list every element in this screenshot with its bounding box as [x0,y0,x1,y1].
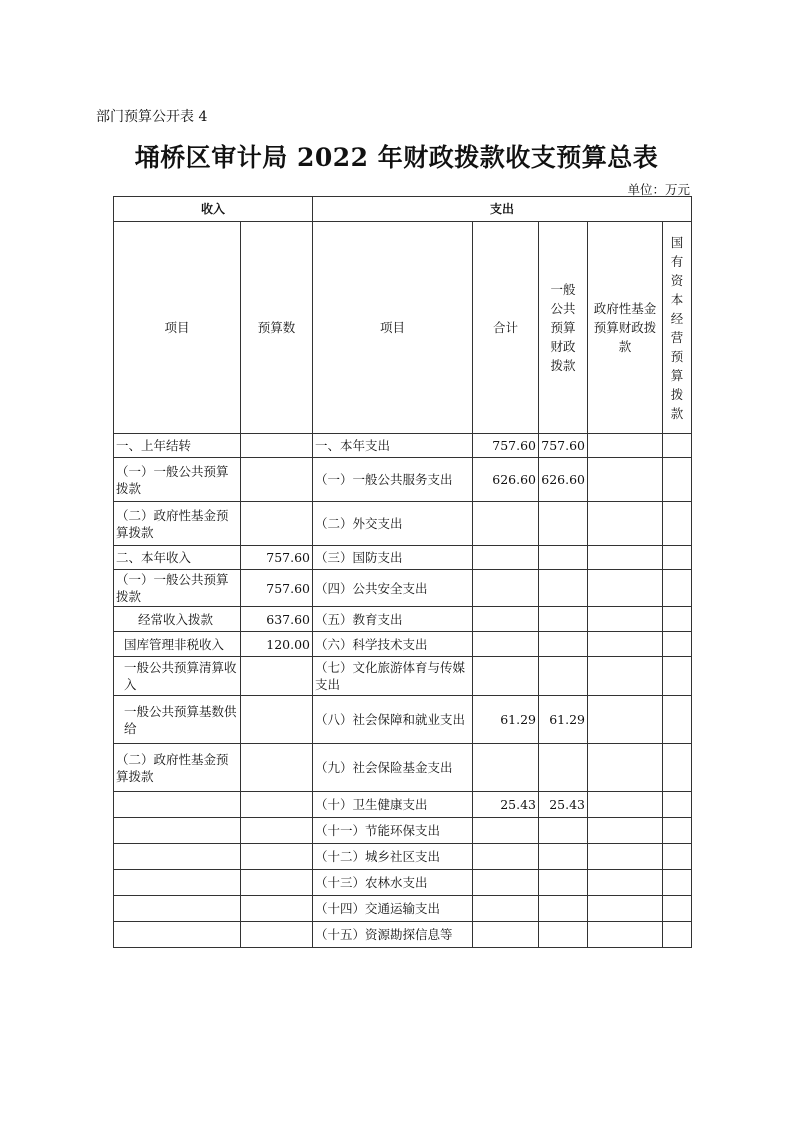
state-capital-cell [663,632,692,657]
table-row [114,632,692,657]
expense-item-cell: 一、本年支出 [313,434,473,458]
income-item-cell: 一般公共预算基数供给 [114,696,241,744]
gov-fund-cell [588,896,663,922]
income-item-cell: 二、本年收入 [114,546,241,570]
state-capital-cell [663,546,692,570]
table-row [114,502,692,546]
income-item-cell [114,870,241,896]
state-capital-cell [663,870,692,896]
income-item-cell: （一）一般公共预算拨款 [114,458,241,502]
income-amount-cell [241,657,313,696]
gov-fund-cell [588,546,663,570]
gov-fund-cell [588,792,663,818]
income-header: 收入 [114,197,313,222]
state-capital-cell [663,922,692,948]
income-amount-cell: 757.60 [241,570,313,607]
expense-item-cell: （九）社会保险基金支出 [313,744,473,792]
income-amount-cell [241,792,313,818]
income-amount-cell [241,458,313,502]
general-public-cell [539,607,588,632]
state-capital-cell [663,502,692,546]
total-cell [473,657,539,696]
total-cell [473,607,539,632]
total-cell: 626.60 [473,458,539,502]
table-row [114,896,692,922]
income-item-cell [114,896,241,922]
state-capital-header [663,222,692,434]
state-capital-cell [663,896,692,922]
general-public-cell [539,922,588,948]
page-title: 埇桥区审计局 2022 年财政拨款收支预算总表 [134,143,659,172]
income-amount-cell [241,434,313,458]
state-capital-cell [663,844,692,870]
budget-table [113,196,692,948]
gov-fund-cell [588,458,663,502]
general-public-cell [539,502,588,546]
expense-item-cell: （一）一般公共服务支出 [313,458,473,502]
gov-fund-cell [588,922,663,948]
gov-fund-cell [588,434,663,458]
total-cell [473,922,539,948]
general-public-header-text: 一般公共预算财政拨款 [550,282,576,373]
general-public-cell [539,744,588,792]
income-item-cell: 经常收入拨款 [114,607,241,632]
income-amount-cell: 757.60 [241,546,313,570]
total-cell [473,818,539,844]
income-item-cell [114,792,241,818]
expense-item-header: 项目 [313,222,473,434]
expense-item-cell: （十五）资源勘探信息等 [313,922,473,948]
expense-item-cell: （十二）城乡社区支出 [313,844,473,870]
total-cell: 25.43 [473,792,539,818]
income-amount-cell [241,870,313,896]
general-public-cell [539,632,588,657]
state-capital-header-text: 国有资本经营预算拨款 [670,234,684,421]
income-amount-cell: 637.60 [241,607,313,632]
table-row [114,570,692,607]
general-public-cell: 626.60 [539,458,588,502]
table-row [114,744,692,792]
state-capital-cell [663,607,692,632]
expense-item-cell: （六）科学技术支出 [313,632,473,657]
state-capital-cell [663,570,692,607]
general-public-cell: 757.60 [539,434,588,458]
gov-fund-header [588,222,663,434]
income-item-cell: 一、上年结转 [114,434,241,458]
income-amount-cell [241,502,313,546]
table-row [114,922,692,948]
total-cell [473,546,539,570]
state-capital-cell [663,744,692,792]
total-cell [473,844,539,870]
gov-fund-cell [588,632,663,657]
expense-item-cell: （二）外交支出 [313,502,473,546]
income-item-cell: （二）政府性基金预 算拨款 [114,744,241,792]
general-public-cell [539,870,588,896]
state-capital-cell [663,696,692,744]
gov-fund-cell [588,657,663,696]
table-row [114,844,692,870]
income-amount-cell [241,844,313,870]
gov-fund-cell [588,744,663,792]
expense-header: 支出 [313,197,692,222]
gov-fund-cell [588,570,663,607]
total-cell: 61.29 [473,696,539,744]
section-header-row [114,197,692,222]
gov-fund-cell [588,696,663,744]
income-amount-cell [241,922,313,948]
income-item-header: 项目 [114,222,241,434]
general-public-cell: 61.29 [539,696,588,744]
gov-fund-header-text: 政府性基金预算财政拨款 [593,301,657,354]
table-row [114,607,692,632]
general-public-header [539,222,588,434]
expense-item-cell: （八）社会保障和就业支出 [313,696,473,744]
table-row [114,696,692,744]
table-row [114,434,692,458]
table-row [114,657,692,696]
general-public-cell: 25.43 [539,792,588,818]
general-public-cell [539,844,588,870]
general-public-cell [539,896,588,922]
total-cell [473,896,539,922]
budget-amount-header: 预算数 [241,222,313,434]
total-cell [473,632,539,657]
income-amount-cell [241,696,313,744]
state-capital-cell [663,792,692,818]
income-item-cell: 一般公共预算清算收入 [114,657,241,696]
expense-item-cell: （三）国防支出 [313,546,473,570]
income-item-cell [114,818,241,844]
income-amount-cell [241,818,313,844]
table-row [114,818,692,844]
unit-label: 单位：万元 [627,182,690,197]
total-cell [473,870,539,896]
table-row [114,458,692,502]
total-cell [473,744,539,792]
income-item-cell: 国库管理非税收入 [114,632,241,657]
income-amount-cell: 120.00 [241,632,313,657]
document-label: 部门预算公开表 4 [96,109,208,125]
income-amount-cell [241,896,313,922]
gov-fund-cell [588,844,663,870]
gov-fund-cell [588,607,663,632]
income-item-cell: （一）一般公共预算 拨款 [114,570,241,607]
general-public-cell [539,546,588,570]
expense-item-cell: （七）文化旅游体育与传媒支出 [313,657,473,696]
state-capital-cell [663,434,692,458]
table-row [114,546,692,570]
state-capital-cell [663,458,692,502]
table-row [114,870,692,896]
general-public-cell [539,657,588,696]
income-amount-cell [241,744,313,792]
gov-fund-cell [588,502,663,546]
income-item-cell: （二）政府性基金预算拨款 [114,502,241,546]
total-cell [473,502,539,546]
table-row [114,792,692,818]
column-header-row [114,222,692,434]
total-header: 合计 [473,222,539,434]
total-cell [473,570,539,607]
general-public-cell [539,570,588,607]
total-cell: 757.60 [473,434,539,458]
expense-item-cell: （十一）节能环保支出 [313,818,473,844]
gov-fund-cell [588,870,663,896]
expense-item-cell: （四）公共安全支出 [313,570,473,607]
expense-item-cell: （五）教育支出 [313,607,473,632]
expense-item-cell: （十）卫生健康支出 [313,792,473,818]
general-public-cell [539,818,588,844]
income-item-cell [114,844,241,870]
expense-item-cell: （十三）农林水支出 [313,870,473,896]
state-capital-cell [663,818,692,844]
gov-fund-cell [588,818,663,844]
income-item-cell [114,922,241,948]
expense-item-cell: （十四）交通运输支出 [313,896,473,922]
state-capital-cell [663,657,692,696]
